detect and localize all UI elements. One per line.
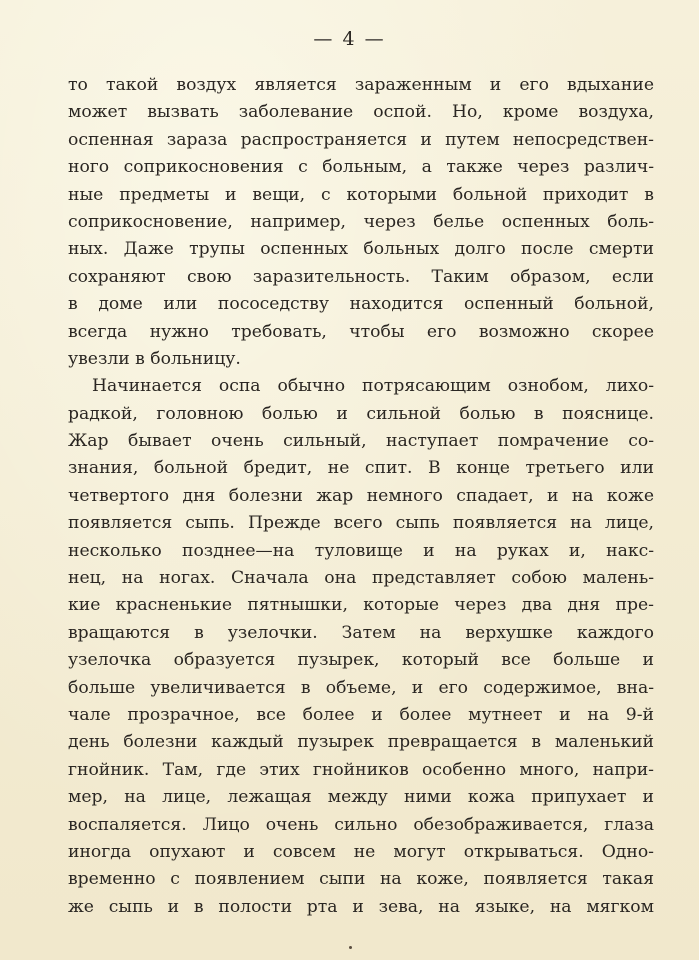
text-line: день болезни каждый пузырек превращается в маленький [68,732,654,753]
text-line: ного соприкосновения с больным, а также через различ- [68,157,654,178]
text-line: временно с появлением сыпи на коже, появляется такая [68,869,654,890]
text-line: четвертого дня болезни жар немного спадает, и на коже [68,485,654,506]
text-line: ные предметы и вещи, с которыми больной приходит в [68,184,654,205]
text-line: гнойник. Там, где этих гнойников особенно много, напри- [68,759,654,780]
text-line: узелочка образуется пузырек, который все больше и [68,650,654,671]
text-line: знания, больной бредит, не спит. В конце третьего или [68,458,654,479]
text-line: несколько позднее—на туловище и на руках и, накс- [68,540,654,561]
text-line: нец, на ногах. Сначала она представляет собою малень- [68,568,654,589]
text-line: появляется сыпь. Прежде всего сыпь появляется на лице, [68,513,654,534]
text-line: соприкосновение, например, через белье оспенных боль- [68,211,654,232]
text-line: Жар бывает очень сильный, наступает помрачение со- [68,431,654,452]
text-line: воспаляется. Лицо очень сильно обезображивается, глаза [68,814,654,835]
text-line: оспенная зараза распространяется и путем непосредствен- [68,129,654,150]
text-line: всегда нужно требовать, чтобы его возможно скорее [68,321,654,342]
text-line: вращаются в узелочки. Затем на верхушке каждого [68,622,654,643]
text-line: же сыпь и в полости рта и зева, на языке, на мягком [68,896,654,917]
text-line: чале прозрачное, все более и более мутнеет и на 9-й [68,704,654,725]
text-line: иногда опухают и совсем не могут открываться. Одно- [68,841,654,862]
text-line: то такой воздух является зараженным и его вдыхание [68,75,654,95]
body-text [68,72,654,921]
text-line: может вызвать заболевание оспой. Но, кроме воздуха, [68,102,654,123]
text-line: кие красненькие пятнышки, которые через два дня пре- [68,595,654,616]
text-line: больше увеличивается в объеме, и его содержимое, вна- [68,677,654,698]
text-line: мер, на лице, лежащая между ними кожа припухает и [68,787,654,808]
text-line: ных. Даже трупы оспенных больных долго после смерти [68,239,654,260]
page-number: — 4 — [313,28,386,50]
text-line: сохраняют свою заразительность. Таким образом, если [68,266,654,287]
paragraph-start-line: Начинается оспа обычно потрясающим ознобом, лихо- [92,376,654,397]
text-line: радкой, головною болью и сильной болью в пояснице. [68,403,654,424]
ink-speck [349,946,352,949]
paragraph-end-line: увезли в больницу. [68,348,241,369]
text-line: в доме или пососедству находится оспенный больной, [68,294,654,315]
